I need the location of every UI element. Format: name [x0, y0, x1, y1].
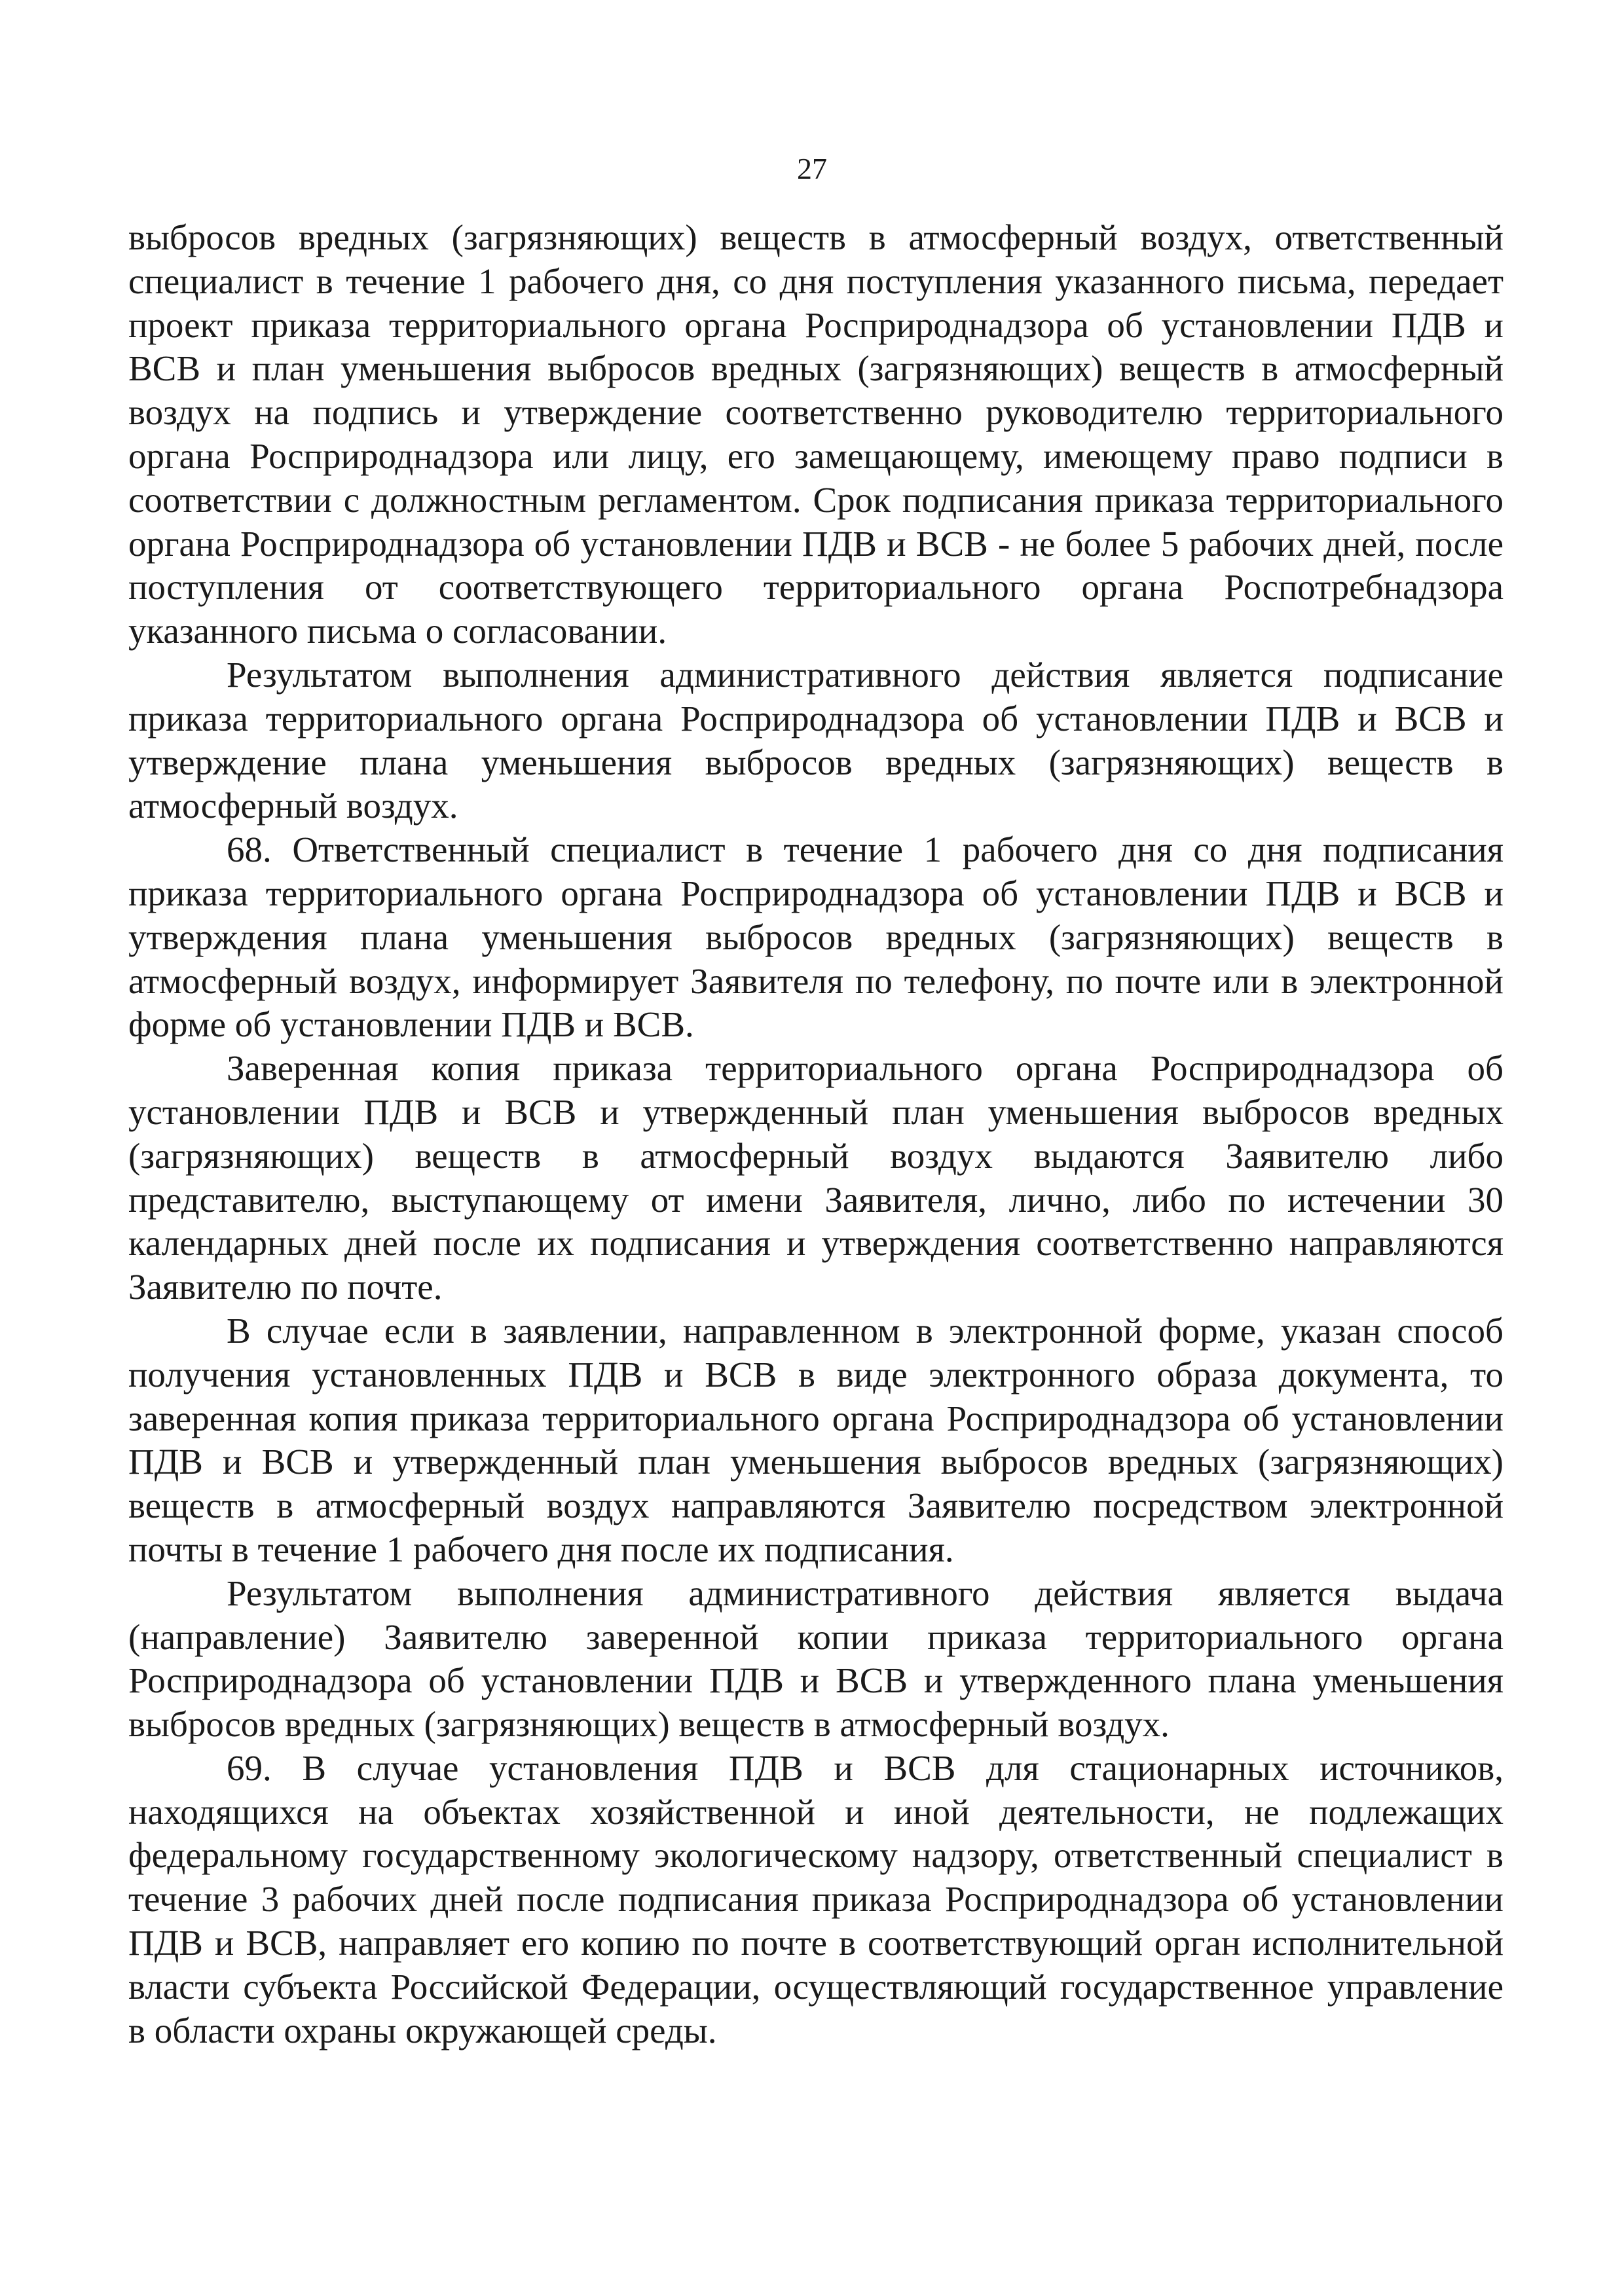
document-body: [128, 216, 1504, 2052]
page-number: 27: [797, 152, 827, 185]
paragraph-continuation: выбросов вредных (загрязняющих) веществ в атмосферный воздух, ответственный специалист в течение 1 рабочего дня, со дня поступления указанного письма, передает проект приказа территориального органа Росприроднадзора об установлении ПДВ и ВСВ и план уменьшения выбросов вредных (загрязняющих) веществ в атмосферный воздух на подпись и утверждение соответственно руководителю территориального органа Росприроднадзора или лицу, его замещающему, имеющему право подписи в соответствии с должностным регламентом. Срок подписания приказа территориального органа Росприроднадзора об установлении ПДВ и ВСВ - не более 5 рабочих дней, после поступления от соответствующего территориального органа Роспотребнадзора указанного письма о согласовании.: [128, 217, 1504, 651]
paragraph-result-signing: Результатом выполнения административного действия является подписание приказа территориального органа Росприроднадзора об установлении ПДВ и ВСВ и утверждение плана уменьшения выбросов вредных (загрязняющих) веществ в атмосферный воздух.: [128, 654, 1504, 826]
paragraph-result-issuance: Результатом выполнения административного действия является выдача (направление) Заявителю заверенной копии приказа территориального органа Росприроднадзора об установлении ПДВ и ВСВ и утвержденного плана уменьшения выбросов вредных (загрязняющих) веществ в атмосферный воздух.: [128, 1573, 1504, 1745]
paragraph-electronic-form: В случае если в заявлении, направленном в электронной форме, указан способ получения установленных ПДВ и ВСВ в виде электронного образа документа, то заверенная копия приказа территориального органа Росприроднадзора об установлении ПДВ и ВСВ и утвержденный план уменьшения выбросов вредных (загрязняющих) веществ в атмосферный воздух направляются Заявителю посредством электронной почты в течение 1 рабочего дня после их подписания.: [128, 1310, 1504, 1569]
paragraph-item-69: 69. В случае установления ПДВ и ВСВ для стационарных источников, находящихся на объектах хозяйственной и иной деятельности, не подлежащих федеральному государственному экологическому надзору, ответственный специалист в течение 3 рабочих дней после подписания приказа Росприроднадзора об установлении ПДВ и ВСВ, направляет его копию по почте в соответствующий орган исполнительной власти субъекта Российской Федерации, осуществляющий государственное управление в области охраны окружающей среды.: [128, 1747, 1504, 2050]
paragraph-item-68: 68. Ответственный специалист в течение 1 рабочего дня со дня подписания приказа территориального органа Росприроднадзора об установлении ПДВ и ВСВ и утверждения плана уменьшения выбросов вредных (загрязняющих) веществ в атмосферный воздух, информирует Заявителя по телефону, по почте или в электронной форме об установлении ПДВ и ВСВ.: [128, 829, 1504, 1045]
paragraph-certified-copy: Заверенная копия приказа территориального органа Росприроднадзора об установлении ПДВ и ВСВ и утвержденный план уменьшения выбросов вредных (загрязняющих) веществ в атмосферный воздух выдаются Заявителю либо представителю, выступающему от имени Заявителя, лично, либо по истечении 30 календарных дней после их подписания и утверждения соответственно направляются Заявителю по почте.: [128, 1048, 1504, 1307]
